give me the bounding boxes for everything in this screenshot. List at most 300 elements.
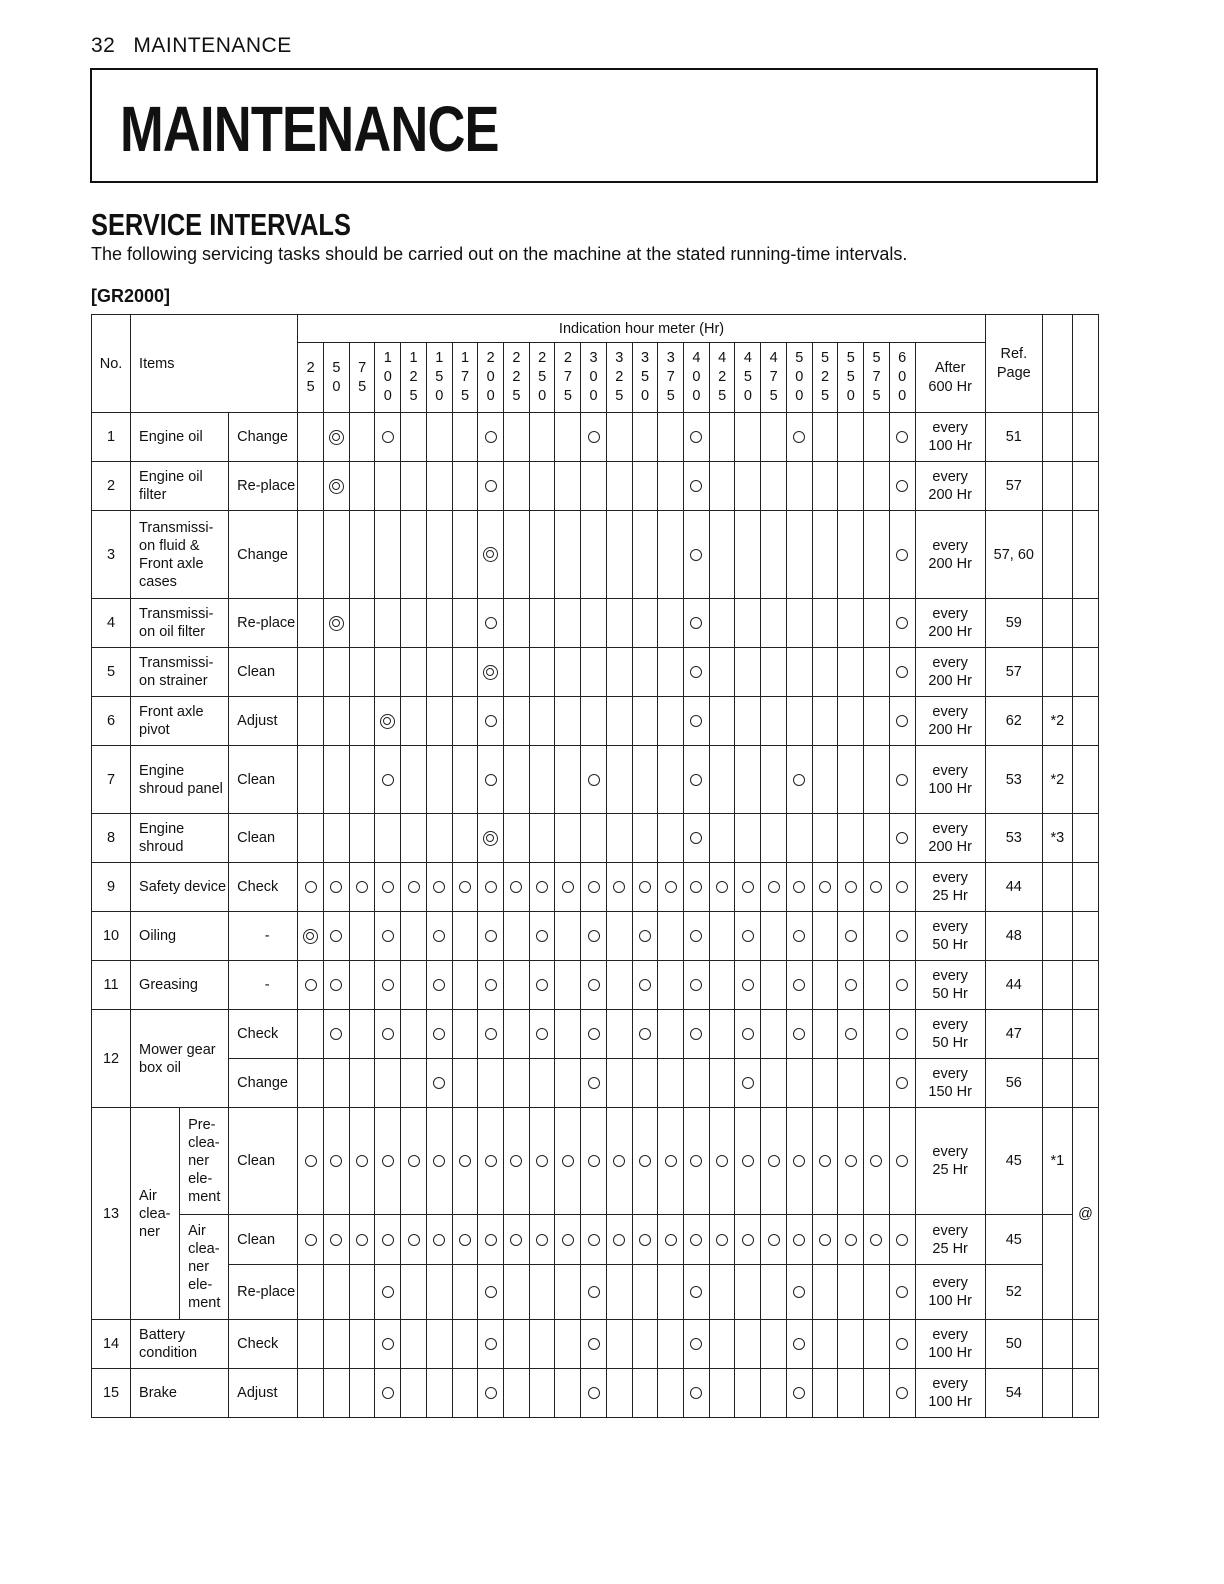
check-circle-icon — [896, 1286, 908, 1298]
row-ref-page: 51 — [985, 413, 1042, 462]
interval-cell — [478, 599, 504, 648]
interval-cell — [658, 1215, 684, 1265]
interval-cell — [323, 599, 349, 648]
interval-cell — [298, 511, 324, 599]
check-circle-icon — [690, 979, 702, 991]
interval-cell — [889, 814, 915, 863]
interval-cell — [889, 1215, 915, 1265]
interval-cell — [401, 961, 427, 1010]
check-circle-icon — [382, 881, 394, 893]
col-ref-header: Ref. Page — [985, 315, 1042, 413]
check-circle-icon — [639, 979, 651, 991]
interval-cell — [889, 1320, 915, 1369]
check-circle-icon — [382, 431, 394, 443]
interval-cell — [761, 697, 787, 746]
table-row — [92, 1059, 1099, 1108]
interval-cell — [632, 511, 658, 599]
interval-cell — [401, 1265, 427, 1320]
interval-cell — [452, 1215, 478, 1265]
row-no: 12 — [92, 1010, 131, 1108]
double-circle-icon — [483, 831, 498, 846]
row-interval: every 50 Hr — [915, 912, 985, 961]
check-circle-icon — [639, 1155, 651, 1167]
interval-cell — [864, 1265, 890, 1320]
interval-cell — [786, 648, 812, 697]
interval-cell — [375, 697, 401, 746]
interval-cell — [812, 1215, 838, 1265]
interval-cell — [323, 413, 349, 462]
interval-cell — [709, 648, 735, 697]
check-circle-icon — [896, 1234, 908, 1246]
interval-cell — [452, 1320, 478, 1369]
check-circle-icon — [536, 979, 548, 991]
row-item: Transmissi-on strainer — [131, 648, 229, 697]
interval-cell — [606, 961, 632, 1010]
interval-cell — [452, 462, 478, 511]
interval-cell — [555, 599, 581, 648]
interval-cell — [812, 1265, 838, 1320]
interval-cell — [581, 1320, 607, 1369]
interval-cell — [323, 462, 349, 511]
row-note — [1042, 912, 1072, 961]
check-circle-icon — [485, 881, 497, 893]
row-action: Adjust — [229, 1369, 298, 1418]
interval-cell — [581, 1369, 607, 1418]
row-item: Battery condition — [131, 1320, 229, 1369]
hour-label: 250 — [538, 350, 547, 404]
interval-cell — [349, 462, 375, 511]
interval-cell — [684, 1215, 710, 1265]
row-no: 2 — [92, 462, 131, 511]
interval-cell — [323, 1108, 349, 1215]
check-circle-icon — [639, 1028, 651, 1040]
interval-cell — [864, 1320, 890, 1369]
row-ref-page: 48 — [985, 912, 1042, 961]
interval-cell — [709, 599, 735, 648]
interval-cell — [684, 697, 710, 746]
interval-cell — [606, 912, 632, 961]
interval-cell — [426, 746, 452, 814]
interval-cell — [426, 599, 452, 648]
hour-label: 175 — [460, 350, 470, 404]
interval-cell — [504, 863, 530, 912]
row-interval: every 200 Hr — [915, 511, 985, 599]
check-circle-icon — [588, 1387, 600, 1399]
interval-cell — [452, 648, 478, 697]
interval-cell — [401, 746, 427, 814]
row-interval: every 25 Hr — [915, 1215, 985, 1265]
interval-cell — [709, 863, 735, 912]
interval-cell — [761, 1369, 787, 1418]
interval-cell — [606, 1010, 632, 1059]
check-circle-icon — [665, 881, 677, 893]
check-circle-icon — [588, 1286, 600, 1298]
row-ref-page: 53 — [985, 814, 1042, 863]
interval-cell — [504, 912, 530, 961]
check-circle-icon — [382, 1387, 394, 1399]
interval-cell — [606, 1059, 632, 1108]
check-circle-icon — [588, 1234, 600, 1246]
interval-cell — [684, 1320, 710, 1369]
interval-cell — [375, 599, 401, 648]
check-circle-icon — [459, 881, 471, 893]
interval-cell — [864, 1010, 890, 1059]
extra-cell — [1072, 746, 1098, 814]
interval-cell — [632, 1108, 658, 1215]
interval-cell — [323, 697, 349, 746]
interval-cell — [478, 863, 504, 912]
table-row — [92, 1108, 1099, 1215]
interval-cell — [298, 1059, 324, 1108]
interval-cell — [658, 1369, 684, 1418]
row-no: 11 — [92, 961, 131, 1010]
interval-cell — [735, 413, 761, 462]
interval-cell — [735, 863, 761, 912]
interval-cell — [401, 1108, 427, 1215]
interval-cell — [426, 697, 452, 746]
check-circle-icon — [356, 881, 368, 893]
note-col-header — [1042, 315, 1072, 413]
row-item: Engine oil — [131, 413, 229, 462]
hour-label: 575 — [872, 350, 881, 404]
interval-cell — [529, 1265, 555, 1320]
check-circle-icon — [510, 881, 522, 893]
interval-cell — [735, 511, 761, 599]
hour-header-550 — [838, 343, 864, 413]
interval-cell — [658, 648, 684, 697]
row-ref-page: 53 — [985, 746, 1042, 814]
check-circle-icon — [793, 1234, 805, 1246]
header-row — [92, 315, 1099, 343]
check-circle-icon — [690, 431, 702, 443]
section-title: SERVICE INTERVALS — [91, 207, 351, 242]
table-row — [92, 648, 1099, 697]
check-circle-icon — [870, 881, 882, 893]
hour-label: 325 — [615, 350, 624, 404]
hour-label: 550 — [846, 350, 855, 404]
interval-cell — [786, 697, 812, 746]
interval-cell — [838, 462, 864, 511]
interval-cell — [555, 511, 581, 599]
hour-label: 475 — [769, 350, 778, 404]
interval-cell — [632, 1010, 658, 1059]
check-circle-icon — [896, 480, 908, 492]
check-circle-icon — [485, 480, 497, 492]
double-circle-icon — [303, 929, 318, 944]
check-circle-icon — [588, 1077, 600, 1089]
check-circle-icon — [562, 1155, 574, 1167]
interval-cell — [504, 746, 530, 814]
check-circle-icon — [793, 1338, 805, 1350]
row-note — [1042, 599, 1072, 648]
row-note: *3 — [1042, 814, 1072, 863]
interval-cell — [838, 863, 864, 912]
hour-header-600 — [889, 343, 915, 413]
interval-cell — [761, 863, 787, 912]
interval-cell — [889, 1108, 915, 1215]
interval-cell — [658, 599, 684, 648]
hour-label: 25 — [306, 359, 315, 395]
interval-cell — [709, 912, 735, 961]
interval-cell — [761, 1010, 787, 1059]
at-mark-cell: @ — [1072, 1108, 1098, 1320]
hour-header-325 — [606, 343, 632, 413]
interval-cell — [838, 1010, 864, 1059]
interval-cell — [658, 863, 684, 912]
check-circle-icon — [536, 930, 548, 942]
interval-cell — [812, 1320, 838, 1369]
check-circle-icon — [742, 1077, 754, 1089]
col-no-header: No. — [92, 315, 131, 413]
row-no: 1 — [92, 413, 131, 462]
interval-cell — [889, 599, 915, 648]
interval-cell — [812, 814, 838, 863]
interval-cell — [761, 1320, 787, 1369]
interval-cell — [375, 462, 401, 511]
interval-cell — [349, 599, 375, 648]
model-label: [GR2000] — [91, 286, 171, 306]
interval-cell — [735, 1369, 761, 1418]
interval-cell — [298, 746, 324, 814]
row-action: Clean — [229, 1108, 298, 1215]
check-circle-icon — [793, 774, 805, 786]
interval-cell — [401, 599, 427, 648]
interval-cell — [838, 648, 864, 697]
check-circle-icon — [690, 1387, 702, 1399]
interval-cell — [323, 511, 349, 599]
interval-cell — [786, 1108, 812, 1215]
interval-cell — [761, 462, 787, 511]
interval-cell — [581, 746, 607, 814]
row-note: *1 — [1042, 1108, 1072, 1215]
interval-cell — [478, 912, 504, 961]
check-circle-icon — [742, 1234, 754, 1246]
row-ref-page: 56 — [985, 1059, 1042, 1108]
check-circle-icon — [742, 1155, 754, 1167]
interval-cell — [606, 1320, 632, 1369]
check-circle-icon — [896, 1338, 908, 1350]
hour-header-525 — [812, 343, 838, 413]
row-action: Re-place — [229, 462, 298, 511]
check-circle-icon — [382, 979, 394, 991]
row-no: 13 — [92, 1108, 131, 1320]
interval-cell — [761, 814, 787, 863]
interval-cell — [349, 746, 375, 814]
interval-cell — [684, 1010, 710, 1059]
table-row — [92, 814, 1099, 863]
check-circle-icon — [536, 1028, 548, 1040]
interval-cell — [684, 961, 710, 1010]
interval-cell — [735, 1010, 761, 1059]
check-circle-icon — [819, 1155, 831, 1167]
interval-cell — [812, 1010, 838, 1059]
check-circle-icon — [639, 881, 651, 893]
interval-cell — [298, 961, 324, 1010]
interval-cell — [684, 599, 710, 648]
interval-cell — [658, 961, 684, 1010]
interval-cell — [426, 511, 452, 599]
interval-cell — [864, 746, 890, 814]
check-circle-icon — [485, 1155, 497, 1167]
hour-header-275 — [555, 343, 581, 413]
interval-cell — [709, 1215, 735, 1265]
table-row — [92, 599, 1099, 648]
interval-cell — [786, 863, 812, 912]
interval-cell — [812, 599, 838, 648]
check-circle-icon — [870, 1234, 882, 1246]
interval-cell — [555, 814, 581, 863]
hour-label: 375 — [666, 350, 675, 404]
table-row — [92, 462, 1099, 511]
interval-cell — [452, 511, 478, 599]
interval-cell — [504, 1265, 530, 1320]
interval-cell — [529, 1215, 555, 1265]
interval-cell — [349, 1010, 375, 1059]
hour-label: 275 — [563, 350, 572, 404]
hour-header-225 — [504, 343, 530, 413]
check-circle-icon — [382, 930, 394, 942]
check-circle-icon — [305, 1155, 317, 1167]
check-circle-icon — [690, 774, 702, 786]
interval-cell — [735, 1265, 761, 1320]
interval-cell — [504, 462, 530, 511]
interval-cell — [555, 1059, 581, 1108]
interval-cell — [761, 1215, 787, 1265]
hour-header-200 — [478, 343, 504, 413]
interval-cell — [555, 912, 581, 961]
interval-cell — [709, 1010, 735, 1059]
row-subitem: Air clea-ner ele-ment — [180, 1215, 229, 1320]
row-item: Safety device — [131, 863, 229, 912]
hour-label: 200 — [486, 350, 495, 404]
check-circle-icon — [896, 930, 908, 942]
interval-cell — [632, 1320, 658, 1369]
interval-cell — [632, 648, 658, 697]
extra-cell — [1072, 462, 1098, 511]
table-row — [92, 863, 1099, 912]
check-circle-icon — [588, 1155, 600, 1167]
interval-cell — [889, 511, 915, 599]
interval-cell — [478, 1108, 504, 1215]
interval-cell — [401, 814, 427, 863]
interval-cell — [606, 462, 632, 511]
interval-cell — [298, 413, 324, 462]
interval-cell — [684, 1108, 710, 1215]
check-circle-icon — [690, 881, 702, 893]
interval-cell — [786, 1010, 812, 1059]
check-circle-icon — [485, 1234, 497, 1246]
interval-cell — [529, 462, 555, 511]
interval-cell — [426, 462, 452, 511]
interval-cell — [452, 1369, 478, 1418]
row-ref-page: 44 — [985, 863, 1042, 912]
row-note — [1042, 1059, 1072, 1108]
row-action: - — [229, 912, 298, 961]
check-circle-icon — [793, 979, 805, 991]
interval-cell — [581, 1010, 607, 1059]
table-row — [92, 1265, 1099, 1320]
double-circle-icon — [380, 714, 395, 729]
interval-cell — [375, 1320, 401, 1369]
check-circle-icon — [356, 1155, 368, 1167]
interval-cell — [504, 697, 530, 746]
interval-cell — [709, 1108, 735, 1215]
check-circle-icon — [382, 1028, 394, 1040]
interval-cell — [889, 462, 915, 511]
interval-cell — [735, 1108, 761, 1215]
check-circle-icon — [382, 1338, 394, 1350]
row-note — [1042, 413, 1072, 462]
interval-cell — [864, 648, 890, 697]
interval-cell — [889, 912, 915, 961]
interval-cell — [478, 462, 504, 511]
interval-cell — [606, 1369, 632, 1418]
interval-cell — [298, 1369, 324, 1418]
interval-cell — [529, 1010, 555, 1059]
check-circle-icon — [588, 930, 600, 942]
check-circle-icon — [793, 1387, 805, 1399]
interval-cell — [864, 462, 890, 511]
check-circle-icon — [330, 979, 342, 991]
interval-cell — [504, 1215, 530, 1265]
interval-cell — [555, 1215, 581, 1265]
interval-cell — [298, 648, 324, 697]
interval-cell — [426, 1265, 452, 1320]
interval-cell — [786, 1265, 812, 1320]
check-circle-icon — [588, 1338, 600, 1350]
row-note — [1042, 863, 1072, 912]
check-circle-icon — [845, 1028, 857, 1040]
interval-cell — [735, 1215, 761, 1265]
table-row — [92, 697, 1099, 746]
interval-cell — [529, 511, 555, 599]
interval-cell — [375, 648, 401, 697]
interval-cell — [426, 1010, 452, 1059]
interval-cell — [426, 1320, 452, 1369]
interval-cell — [375, 961, 401, 1010]
row-item: Engine shroud panel — [131, 746, 229, 814]
check-circle-icon — [690, 1234, 702, 1246]
check-circle-icon — [896, 1077, 908, 1089]
row-interval: every 200 Hr — [915, 648, 985, 697]
interval-cell — [632, 1059, 658, 1108]
interval-cell — [709, 746, 735, 814]
interval-cell — [786, 413, 812, 462]
interval-cell — [889, 1010, 915, 1059]
extra-cell — [1072, 863, 1098, 912]
check-circle-icon — [690, 1338, 702, 1350]
interval-cell — [298, 462, 324, 511]
interval-cell — [864, 814, 890, 863]
interval-cell — [529, 1369, 555, 1418]
interval-cell — [838, 1059, 864, 1108]
interval-cell — [864, 697, 890, 746]
check-circle-icon — [896, 1028, 908, 1040]
interval-cell — [504, 1010, 530, 1059]
check-circle-icon — [845, 1234, 857, 1246]
row-ref-page: 44 — [985, 961, 1042, 1010]
row-action: Clean — [229, 814, 298, 863]
row-interval: every 100 Hr — [915, 1369, 985, 1418]
interval-cell — [632, 912, 658, 961]
interval-cell — [298, 1215, 324, 1265]
interval-cell — [838, 1320, 864, 1369]
interval-cell — [786, 1059, 812, 1108]
row-ref-page: 57 — [985, 648, 1042, 697]
interval-cell — [529, 413, 555, 462]
row-action: Adjust — [229, 697, 298, 746]
row-no: 15 — [92, 1369, 131, 1418]
